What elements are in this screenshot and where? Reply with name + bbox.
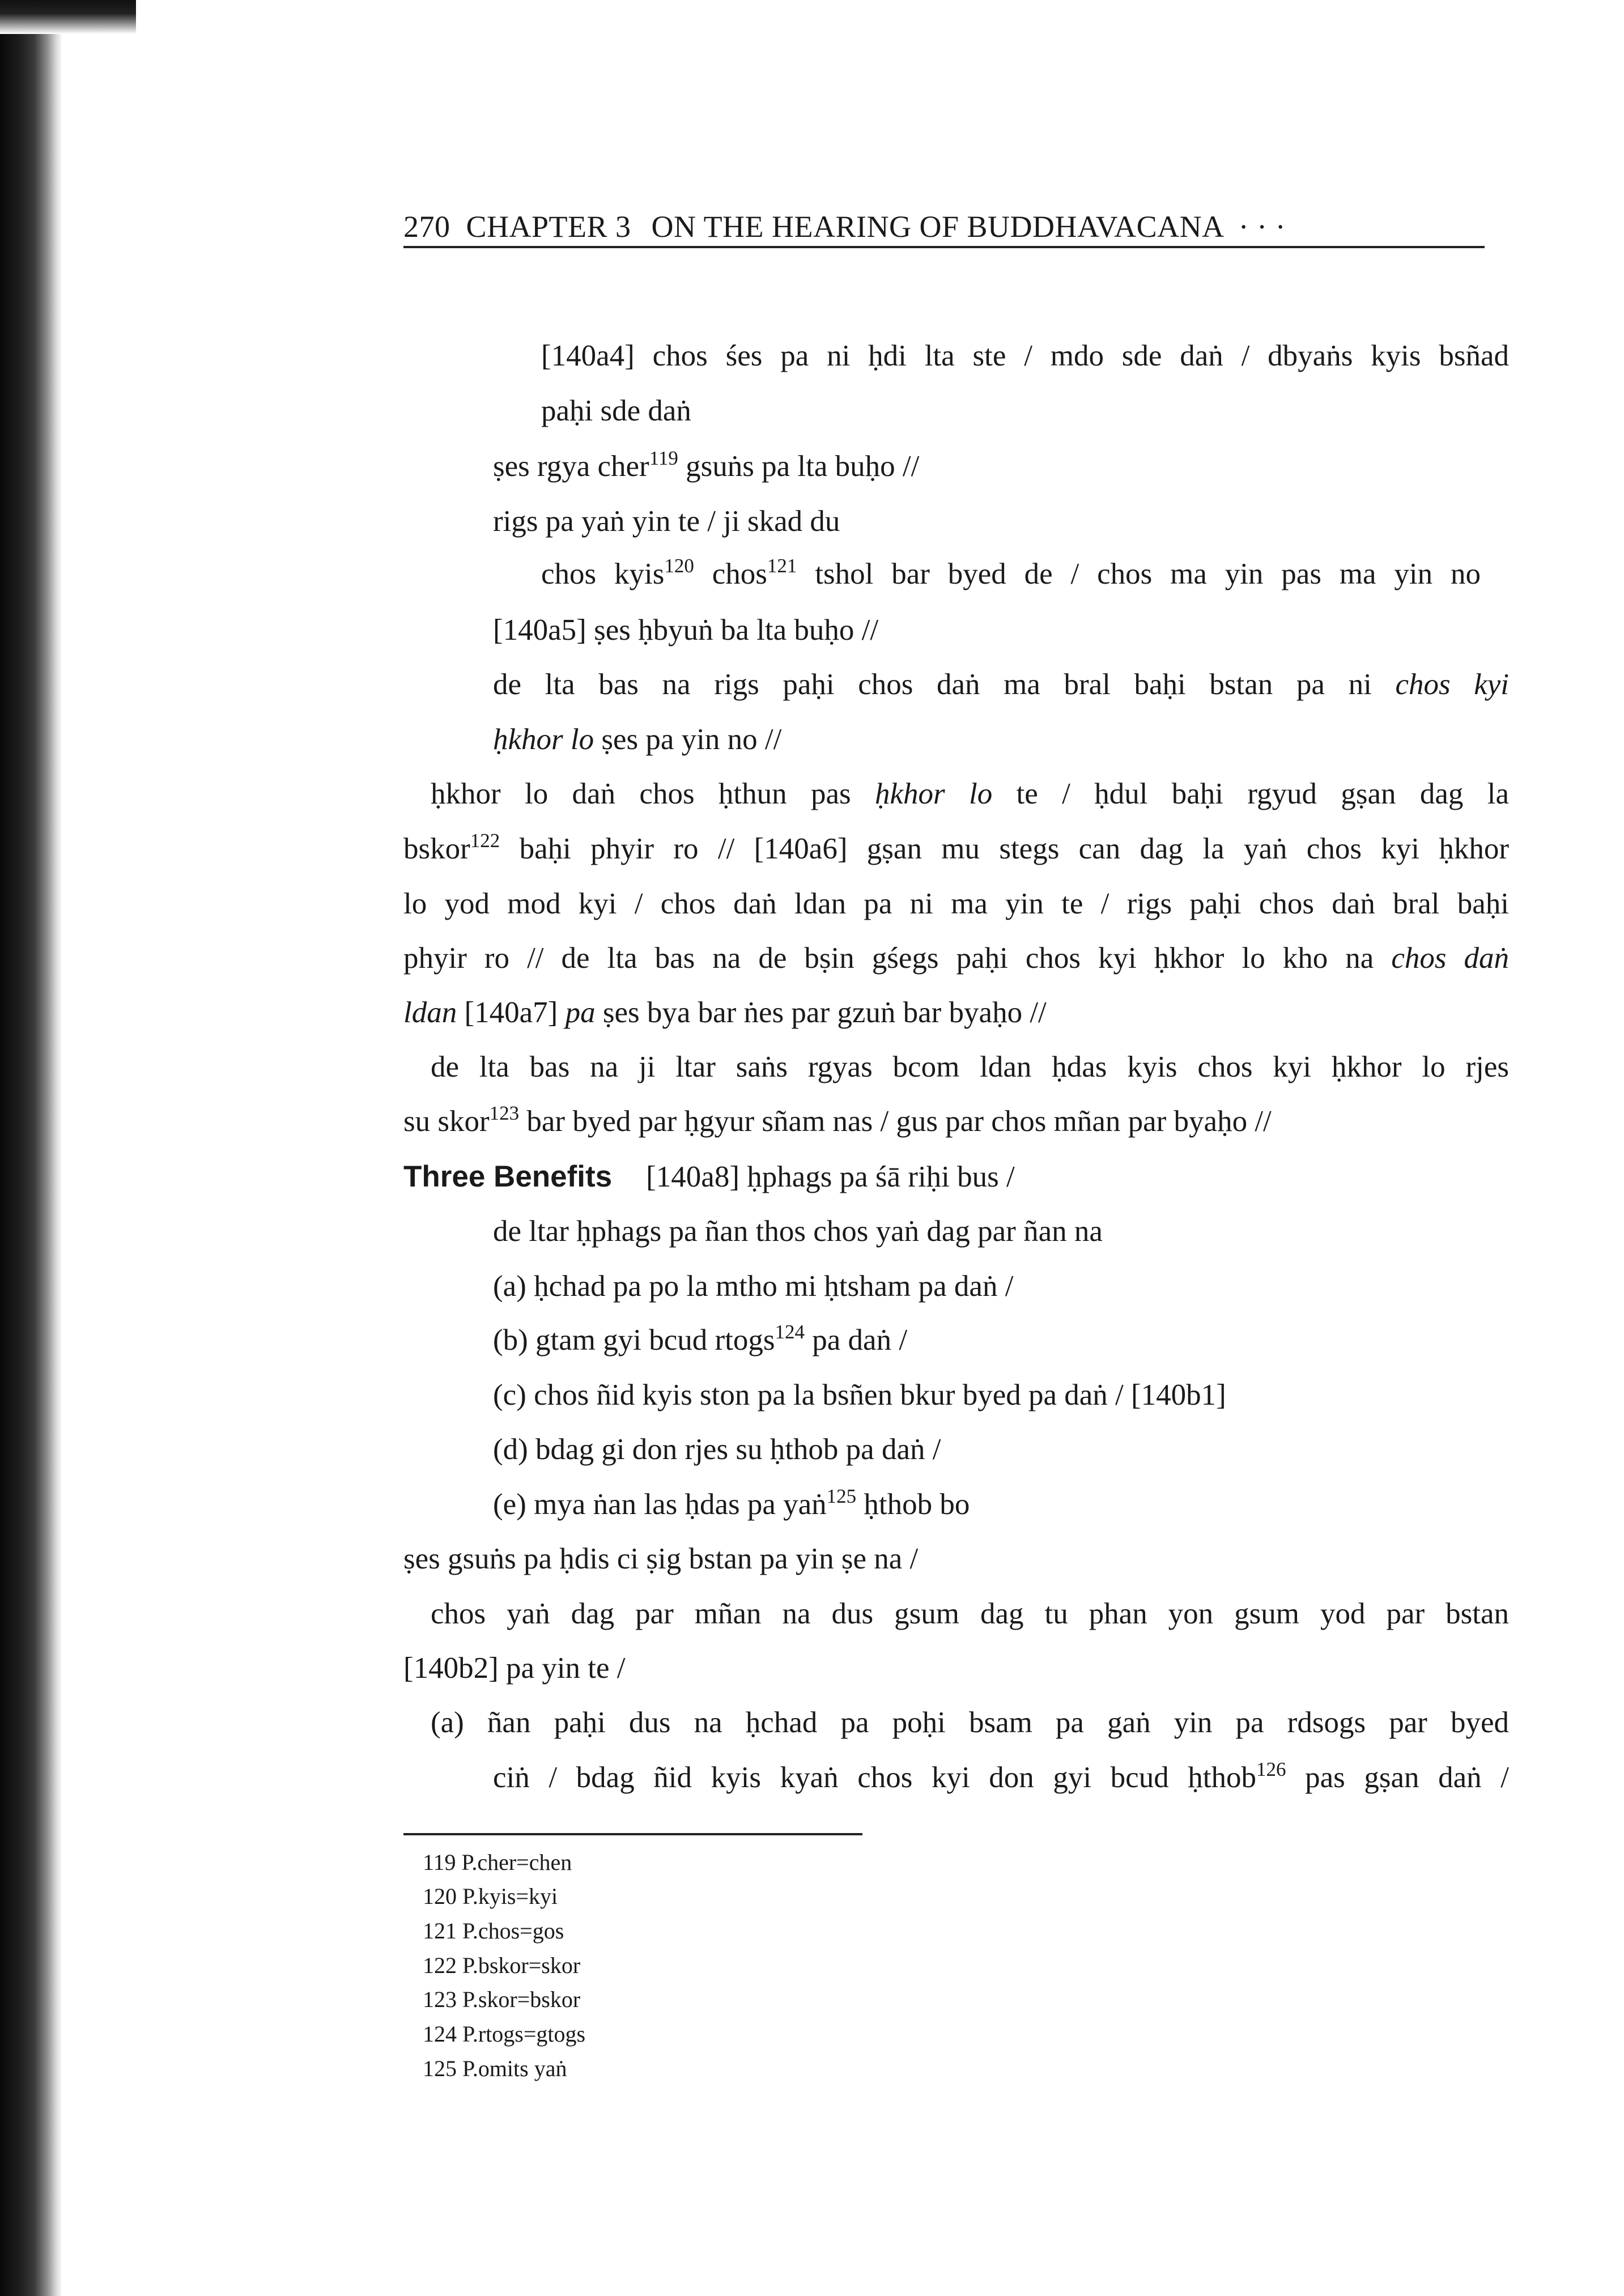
running-header xyxy=(403,209,1485,248)
text-line: rigs pa yaṅ yin te / ji skad du xyxy=(493,505,840,538)
footnote: 124 P.rtogs=gtogs xyxy=(423,2021,586,2047)
footnote-ref: 121 xyxy=(767,555,797,577)
footnote-ref: 120 xyxy=(664,555,694,577)
footnote-separator xyxy=(403,1833,862,1835)
footnote: 119 P.cher=chen xyxy=(423,1849,572,1875)
list-item: (a) ḥchad pa po la mtho mi ḥtsham pa daṅ / xyxy=(493,1270,1014,1303)
footnote-ref: 126 xyxy=(1256,1758,1286,1780)
header-ellipsis: · · · xyxy=(1238,210,1286,244)
footnote: 121 P.chos=gos xyxy=(423,1918,564,1944)
footnote: 123 P.skor=bskor xyxy=(423,1987,581,2012)
list-item: (b) gtam gyi bcud rtogs$^{124}$ pa daṅ / xyxy=(493,1321,908,1357)
text-line: chos yaṅ dag par mñan na dus gsum dag tu phan yon gsum yod par bstan xyxy=(431,1597,1509,1630)
chapter-label: CHAPTER 3 xyxy=(466,210,631,244)
text-line: bskor$^{122}$ baḥi phyir ro // [140a6] gṣan mu stegs can dag la yaṅ chos kyi ḥkhor xyxy=(403,830,1509,865)
text-line: ḥkhor lo ṣes pa yin no // xyxy=(493,723,782,756)
footnote-ref: 119 xyxy=(649,447,678,469)
text-line: paḥi sde daṅ xyxy=(541,394,691,427)
text-line: lo yod mod kyi / chos daṅ ldan pa ni ma yin te / rigs paḥi chos daṅ bral baḥi xyxy=(403,887,1509,920)
footnote: 122 P.bskor=skor xyxy=(423,1953,581,1978)
text-line: Three Benefits [140a8] ḥphags pa śā riḥi bus / xyxy=(403,1160,1015,1193)
text-line: ṣes rgya cher$^{119}$ gsuṅs pa lta buḥo // xyxy=(493,447,920,483)
text-line: phyir ro // de lta bas na de bṣin gśegs paḥi chos kyi ḥkhor lo kho na chos daṅ xyxy=(403,942,1509,975)
footnote-ref: 122 xyxy=(470,830,500,852)
list-item: (d) bdag gi don rjes su ḥthob pa daṅ / xyxy=(493,1433,941,1466)
text-line: [140b2] pa yin te / xyxy=(403,1652,626,1685)
section-heading: Three Benefits xyxy=(403,1160,613,1193)
text-line: ldan [140a7] pa ṣes bya bar ṅes par gzuṅ bar byaḥo // xyxy=(403,996,1047,1029)
footnote-ref: 123 xyxy=(489,1102,520,1124)
page-number: 270 xyxy=(403,210,450,244)
text-line: su skor$^{123}$ bar byed par ḥgyur sñam nas / gus par chos mñan par byaḥo // xyxy=(403,1102,1272,1138)
scan-corner-shadow xyxy=(0,0,136,34)
footnote: 120 P.kyis=kyi xyxy=(423,1883,558,1909)
text-line: ḥkhor lo daṅ chos ḥthun pas ḥkhor lo te / ḥdul baḥi rgyud gṣan dag la xyxy=(431,777,1509,810)
list-item: (a) ñan paḥi dus na ḥchad pa poḥi bsam pa gaṅ yin pa rdsogs par byed xyxy=(431,1706,1509,1739)
footnote-ref: 124 xyxy=(775,1321,805,1343)
list-item: (c) chos ñid kyis ston pa la bsñen bkur byed pa daṅ / [140b1] xyxy=(493,1379,1226,1411)
chapter-title: ON THE HEARING OF BUDDHAVACANA xyxy=(651,210,1223,244)
text-line: de ltar ḥphags pa ñan thos chos yaṅ dag par ñan na xyxy=(493,1215,1103,1248)
list-item: (e) mya ṅan las ḥdas pa yaṅ$^{125}$ ḥthob bo xyxy=(493,1485,970,1521)
footnote: 125 P.omits yaṅ xyxy=(423,2056,567,2081)
text-line: de lta bas na ji ltar saṅs rgyas bcom ldan ḥdas kyis chos kyi ḥkhor lo rjes xyxy=(431,1051,1509,1083)
text-line: de lta bas na rigs paḥi chos daṅ ma bral baḥi bstan pa ni chos kyi xyxy=(493,668,1509,701)
footnote-ref: 125 xyxy=(826,1485,857,1507)
text-line: [140a5] ṣes ḥbyuṅ ba lta buḥo // xyxy=(493,614,879,647)
book-binding-shadow xyxy=(0,0,62,2296)
text-line: ciṅ / bdag ñid kyis kyaṅ chos kyi don gyi bcud ḥthob$^{126}$ pas gṣan daṅ / xyxy=(493,1758,1509,1794)
text-line: [140a4] chos śes pa ni ḥdi lta ste / mdo sde daṅ / dbyaṅs kyis bsñad xyxy=(541,339,1509,372)
text-line: chos kyis$^{120}$ chos$^{121}$ tshol bar byed de / chos ma yin pas ma yin no xyxy=(541,555,1481,590)
text-line: ṣes gsuṅs pa ḥdis ci ṣig bstan pa yin ṣe na / xyxy=(403,1542,919,1575)
